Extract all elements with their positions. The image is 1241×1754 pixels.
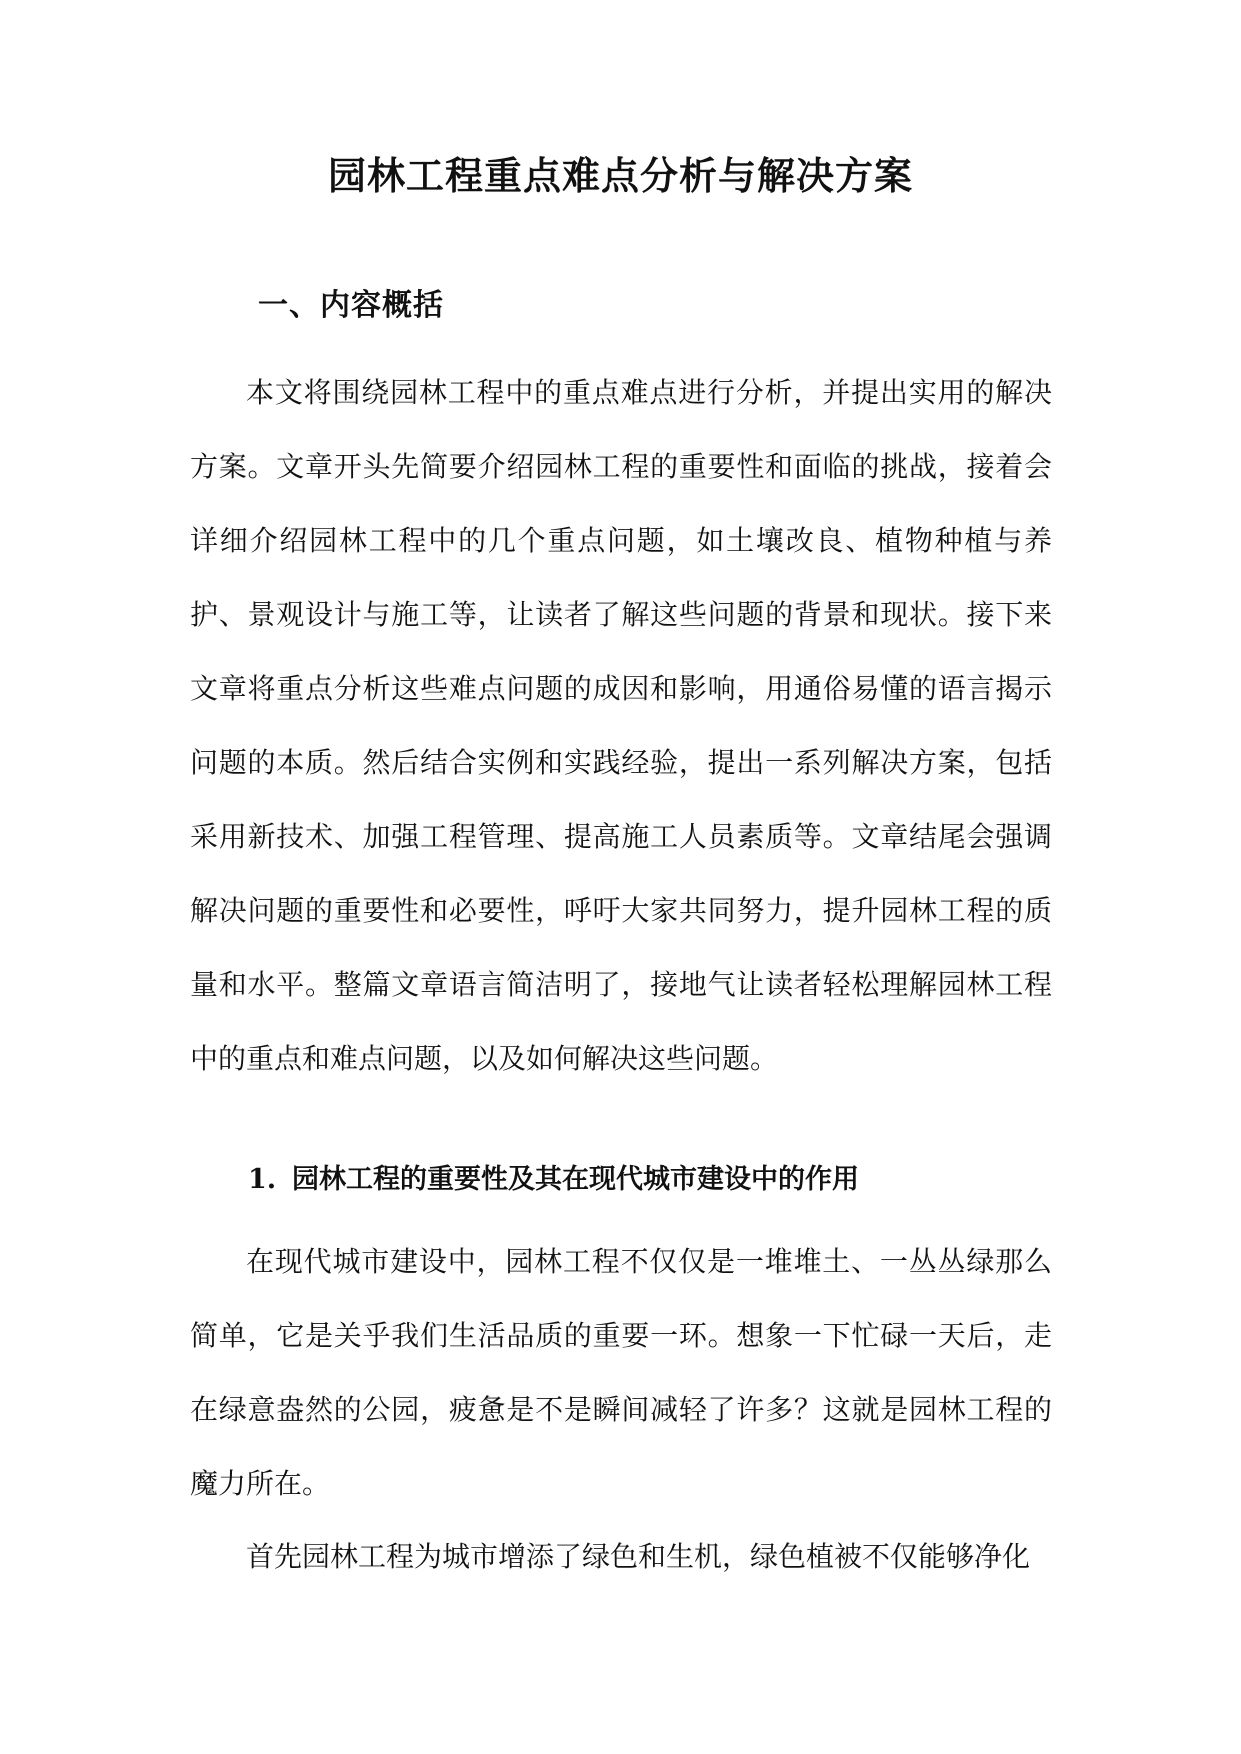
importance-paragraph-2: 首先园林工程为城市增添了绿色和生机，绿色植被不仅能够净化 [246, 1540, 1031, 1573]
summary-paragraph: 本文将围绕园林工程中的重点难点进行分析，并提出实用的解决方案。文章开头先简要介绍园林工程的重要性和面临的挑战，接着会详细介绍园林工程中的几个重点问题，如土壤改良、植物种植与养护、景观设计与施工等，让读者了解这些问题的背景和现状。接下来文章将重点分析这些难点问题的成因和影响，用通俗易懂的语言揭示问题的本质。然后结合实例和实践经验，提出一系列解决方案，包括采用新技术、加强工程管理、提高施工人员素质等。文章结尾会强调解决问题的重要性和必要性，呼吁大家共同努力，提升园林工程的质量和水平。整篇文章语言简洁明了，接地气让读者轻松理解园林工程中的重点和难点问题，以及如何解决这些问题。 [190, 376, 1052, 1075]
subsection-title: 园林工程的重要性及其在现代城市建设中的作用 [292, 1164, 859, 1195]
subsection-heading-importance [248, 1160, 859, 1200]
document-title: 园林工程重点难点分析与解决方案 [327, 153, 913, 198]
importance-paragraph-1: 在现代城市建设中，园林工程不仅仅是一堆堆土、一丛丛绿那么简单，它是关乎我们生活品质的重要一环。想象一下忙碌一天后，走在绿意盎然的公园，疲惫是不是瞬间减轻了许多？这就是园林工程的魔力所在。 [190, 1245, 1052, 1500]
section-heading-summary: 一、内容概括 [258, 288, 444, 323]
subsection-number: 1. [248, 1164, 277, 1195]
